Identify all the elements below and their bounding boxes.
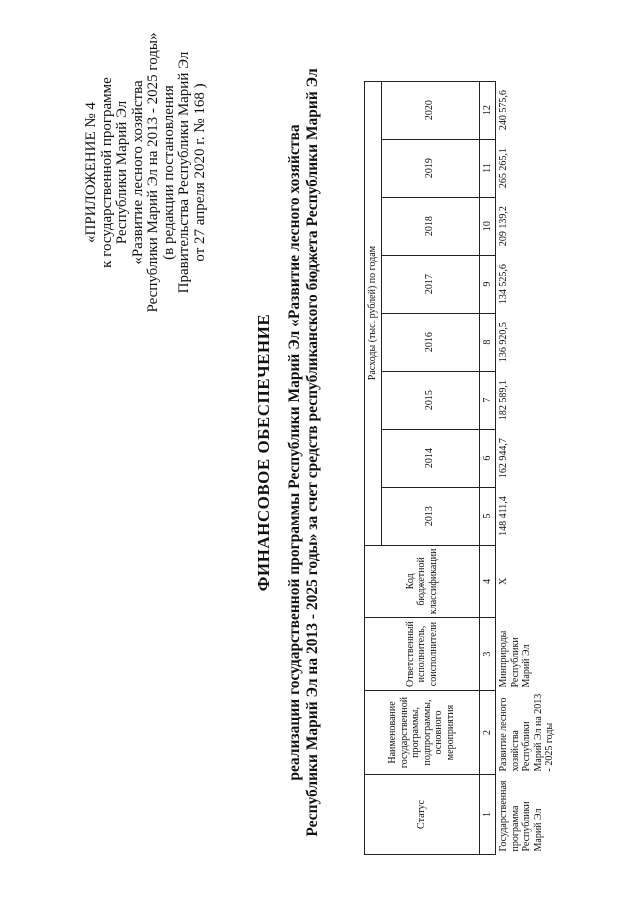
appendix-header [84, 0, 208, 345]
header-year: 2020 [381, 81, 479, 139]
column-number: 10 [479, 197, 496, 255]
header-year: 2018 [381, 197, 479, 255]
row-value-2014: 162 944,7 [498, 438, 509, 479]
header-year: 2016 [381, 313, 479, 371]
document-title: ФИНАНСОВОЕ ОБЕСПЕЧЕНИЕ [254, 313, 273, 592]
row-value-2017: 134 525,6 [498, 264, 509, 305]
row-status: Государственная программа Республики Марий Эл [498, 780, 544, 852]
header-year: 2013 [381, 487, 479, 545]
appendix-line: «ПРИЛОЖЕНИЕ № 4 [83, 102, 99, 243]
row-name: Развитие лесного хозяйства Республики Марий Эл на 2013 - 2025 годы [498, 693, 555, 772]
header-executor: Ответственный исполнитель, соисполнители [365, 618, 480, 691]
column-number: 4 [479, 545, 496, 618]
column-number: 8 [479, 313, 496, 371]
appendix-line: Республики Марий Эл на 2013 - 2025 годы» [145, 32, 161, 313]
row-executor: Минприроды Республики Марий Эл [498, 630, 532, 688]
row-budget-code: Х [498, 577, 509, 585]
table-header-row [365, 81, 382, 854]
header-status: Статус [365, 775, 480, 855]
header-year: 2014 [381, 429, 479, 487]
row-value-2019: 265 265,1 [498, 148, 509, 189]
document-subtitle-line1: реализации государственной программы Республики Марий Эл «Развитие лесного хозяйства [286, 124, 303, 781]
column-number: 1 [479, 775, 496, 855]
header-expenses-by-year: Расходы (тыс. рублей) по годам [365, 81, 382, 545]
column-number: 12 [479, 81, 496, 139]
column-number: 3 [479, 618, 496, 691]
document-subtitle-line2: Республики Марий Эл на 2013 - 2025 годы» за счет средств республиканского бюджета Республики Марий Эл [304, 68, 321, 837]
column-number: 5 [479, 487, 496, 545]
row-value-2018: 209 139,2 [498, 206, 509, 247]
header-year: 2017 [381, 255, 479, 313]
appendix-line: от 27 апреля 2020 г. № 168 ) [191, 83, 208, 262]
column-number: 2 [479, 691, 496, 775]
column-number-row [479, 81, 496, 854]
column-number: 6 [479, 429, 496, 487]
header-budget-code: Код бюджетной классификации [365, 545, 480, 618]
column-number: 11 [479, 139, 496, 197]
header-year: 2019 [381, 139, 479, 197]
table-row [496, 81, 558, 854]
header-year: 2015 [381, 371, 479, 429]
header-name: Наименование государственной программы, подпрограммы, основного мероприятия [365, 691, 480, 775]
appendix-line: (в редакции постановления [160, 85, 177, 260]
column-number: 7 [479, 371, 496, 429]
appendix-line: Правительства Республики Марий Эл [176, 51, 192, 294]
row-value-2015: 182 589,1 [498, 380, 509, 421]
row-value-2016: 136 920,5 [498, 322, 509, 363]
appendix-line: «Развитие лесного хозяйства [129, 80, 146, 265]
appendix-line: Республики Марий Эл [114, 100, 130, 245]
appendix-line: к государственной программе [98, 77, 115, 268]
financing-table [364, 81, 558, 855]
document-title-block [253, 0, 322, 905]
row-value-2013: 148 411,4 [498, 496, 509, 536]
row-value-2020: 240 575,6 [498, 90, 509, 131]
column-number: 9 [479, 255, 496, 313]
